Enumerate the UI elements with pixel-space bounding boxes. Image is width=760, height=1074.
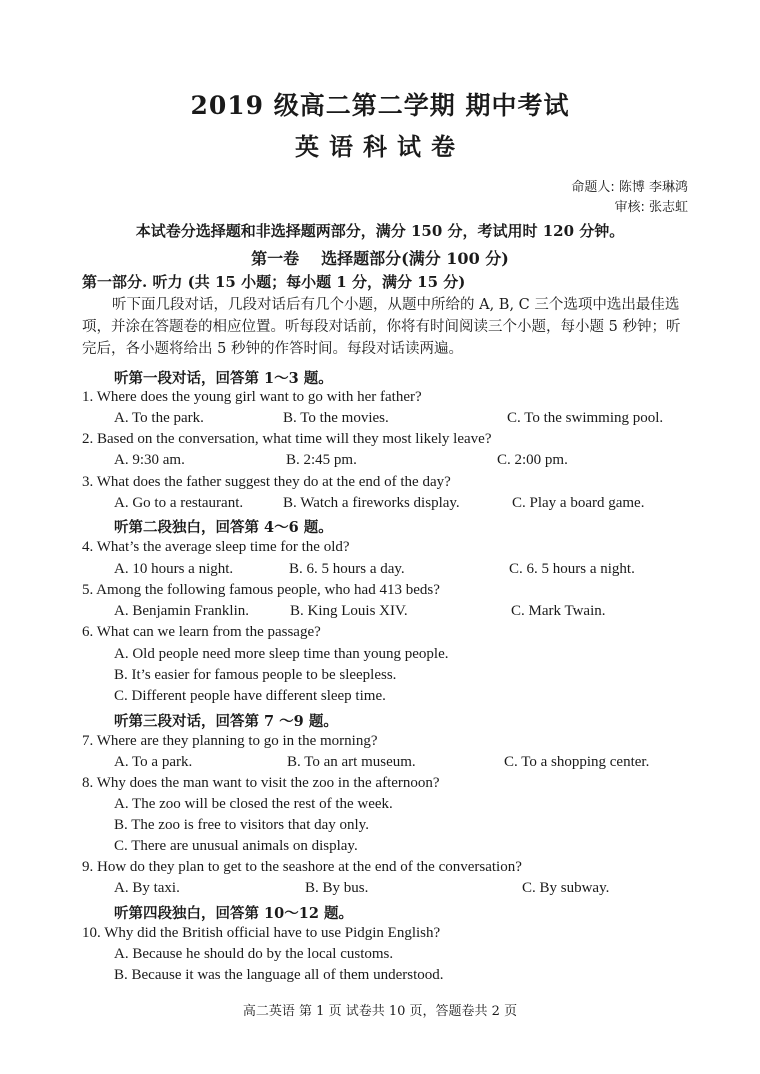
question-stem: 9. How do they plan to get to the seashore at the end of the conversation? bbox=[82, 859, 522, 875]
option-b: B. Watch a fireworks display. bbox=[283, 495, 460, 511]
exam-title: 2019 级高二第二学期 期中考试 bbox=[190, 91, 570, 120]
question-stem: 7. Where are they planning to go in the morning? bbox=[82, 733, 378, 749]
option-c: C. To the swimming pool. bbox=[507, 410, 664, 426]
option-b: B. To an art museum. bbox=[287, 754, 416, 770]
part-heading: 第一部分. 听力 (共 15 小题；每小题 1 分，满分 15 分) bbox=[82, 273, 466, 291]
option-b: B. 2:45 pm. bbox=[286, 452, 357, 468]
question-stem: 2. Based on the conversation, what time will they most likely leave? bbox=[82, 431, 492, 447]
option-a: A. By taxi. bbox=[114, 880, 180, 896]
option-b: B. The zoo is free to visitors that day only. bbox=[114, 817, 369, 833]
option-b: B. King Louis XIV. bbox=[290, 603, 408, 619]
option-b: B. By bus. bbox=[305, 880, 369, 896]
option-c: C. To a shopping center. bbox=[504, 754, 650, 770]
option-a: A. The zoo will be closed the rest of the week. bbox=[114, 796, 393, 812]
option-a: A. Because he should do by the local customs. bbox=[114, 946, 394, 962]
option-c: C. By subway. bbox=[522, 880, 610, 896]
option-b: B. Because it was the language all of them understood. bbox=[114, 967, 444, 983]
page-footer: 高二英语 第 1 页 试卷共 10 页，答题卷共 2 页 bbox=[242, 1004, 518, 1019]
option-a: A. Benjamin Franklin. bbox=[114, 603, 249, 619]
question-stem: 3. What does the father suggest they do at the end of the day? bbox=[82, 474, 451, 490]
option-a: A. Old people need more sleep time than young people. bbox=[114, 646, 449, 662]
option-c: C. 2:00 pm. bbox=[497, 452, 568, 468]
exam-notice: 本试卷分选择题和非选择题两部分，满分 150 分，考试用时 120 分钟。 bbox=[135, 222, 625, 240]
section-heading bbox=[0, 246, 760, 269]
option-c: C. 6. 5 hours a night. bbox=[509, 561, 635, 577]
question-stem: 4. What’s the average sleep time for the old? bbox=[82, 539, 350, 555]
option-b: B. 6. 5 hours a day. bbox=[289, 561, 405, 577]
exam-subject-title: 英语科试卷 bbox=[295, 132, 465, 161]
reviewer-line: 审核: 张志虹 bbox=[614, 200, 688, 215]
part-instructions: 听下面几段对话，几段对话后有几个小题，从题中所给的 A, B, C 三个选项中选出最佳选项，并涂在答题卷的相应位置。听每段对话前，你将有时间阅读三个小题，每小题 5 秒钟；听完后，各小题将给出 5 秒钟的作答时间。每段对话读两遍。 bbox=[82, 297, 681, 357]
option-b: B. It’s easier for famous people to be sleepless. bbox=[114, 667, 397, 683]
option-c: C. There are unusual animals on display. bbox=[114, 838, 358, 854]
question-stem: 10. Why did the British official have to use Pidgin English? bbox=[82, 925, 441, 941]
option-a: A. To a park. bbox=[114, 754, 193, 770]
sub-heading-2: 听第二段独白，回答第 4～6 题。 bbox=[114, 519, 333, 536]
option-a: A. To the park. bbox=[114, 410, 204, 426]
section-name: 选择题部分(满分 100 分) bbox=[321, 249, 509, 268]
option-a: A. 9:30 am. bbox=[114, 452, 185, 468]
option-a: A. 10 hours a night. bbox=[114, 561, 234, 577]
question-stem: 8. Why does the man want to visit the zoo in the afternoon? bbox=[82, 775, 440, 791]
setters-line: 命题人: 陈博 李琳鸿 bbox=[571, 180, 688, 195]
option-a: A. Go to a restaurant. bbox=[114, 495, 244, 511]
question-stem: 1. Where does the young girl want to go with her father? bbox=[82, 389, 422, 405]
option-b: B. To the movies. bbox=[283, 410, 389, 426]
section-volume: 第一卷 bbox=[251, 249, 300, 268]
question-stem: 5. Among the following famous people, who had 413 beds? bbox=[82, 582, 440, 598]
option-c: C. Different people have different sleep time. bbox=[114, 688, 386, 704]
option-c: C. Play a board game. bbox=[512, 495, 645, 511]
option-c: C. Mark Twain. bbox=[511, 603, 606, 619]
sub-heading-3: 听第三段对话，回答第 7 ～9 题。 bbox=[114, 713, 338, 730]
sub-heading-4: 听第四段独白，回答第 10～12 题。 bbox=[114, 905, 353, 922]
sub-heading-1: 听第一段对话，回答第 1～3 题。 bbox=[114, 370, 333, 387]
question-stem: 6. What can we learn from the passage? bbox=[82, 624, 321, 640]
